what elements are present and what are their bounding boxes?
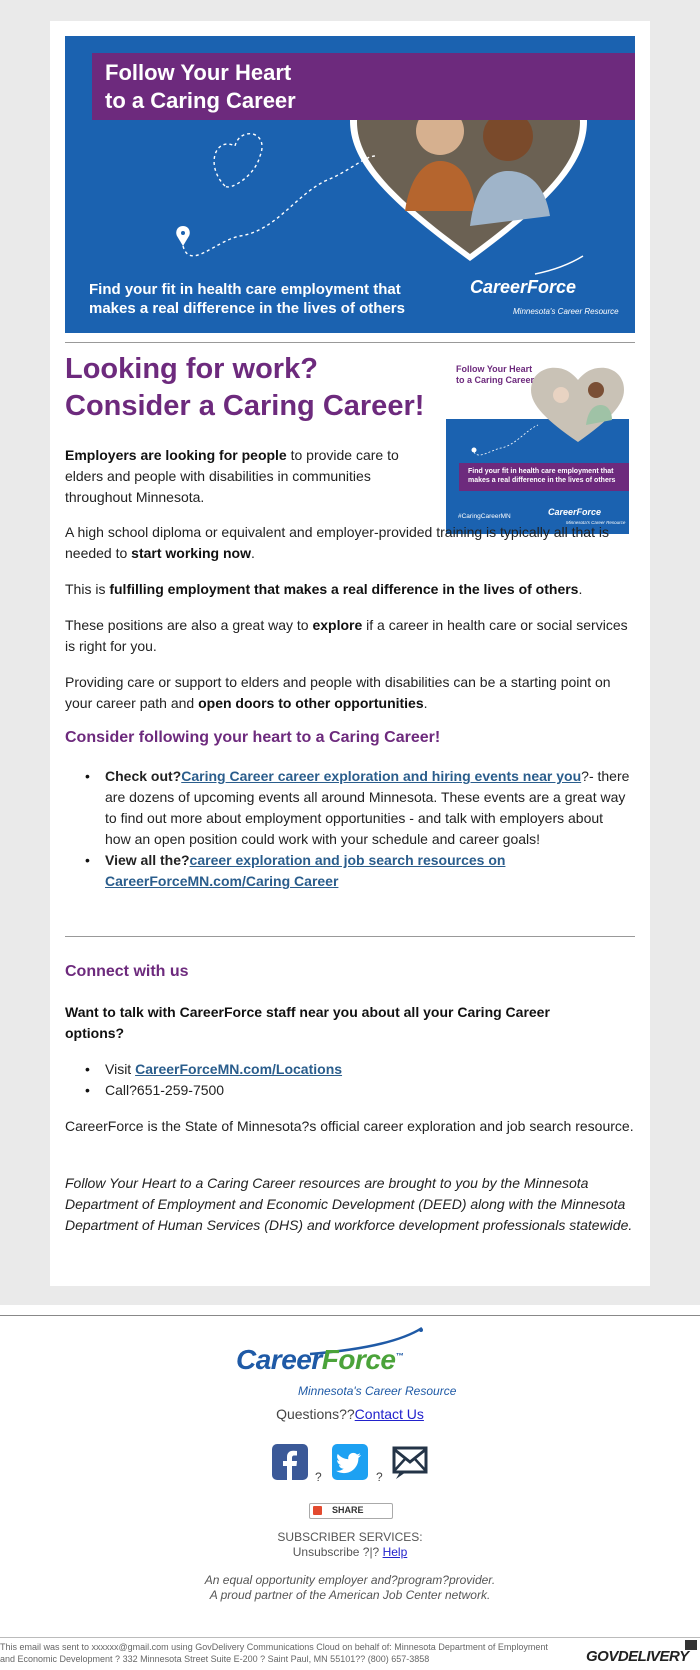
locations-link[interactable]: CareerForceMN.com/Locations [135,1061,343,1077]
delivery-disclaimer: This email was sent to xxxxxx@gmail.com using GovDelivery Communications Cloud on behalf of: Minnesota Department of Employment and Economic Development ? 332 Minnesota Street Suite E-200 ? Saint Paul, MN 55101?? (800) 657-3858 [0,1642,548,1664]
subheading-follow-heart: Consider following your heart to a Caring Career! [65,729,441,746]
hero-title: Follow Your Heart to a Caring Career [105,60,296,113]
hero-logo-tagline: Minnesota's Career Resource [513,307,619,316]
hero-careerforce-logo: CareerForce [470,277,577,297]
email-icon[interactable] [392,1444,428,1485]
share-icon [313,1506,322,1515]
events-link[interactable]: Caring Career career exploration and hiring events near you [181,768,582,784]
resources-link[interactable]: career exploration and job search resources on CareerForceMN.com/Caring Career [105,852,506,889]
bottom-divider [0,1637,700,1638]
list-item-call: • Call?651-259-7500 [105,1080,625,1101]
location-pin-icon [176,226,190,246]
list-item-visit: • Visit CareerForceMN.com/Locations [105,1059,625,1080]
social-separator: ? [376,1470,383,1484]
govdelivery-logo[interactable]: GOVDELIVERY [586,1648,689,1665]
footer-questions: Questions??Contact Us [276,1406,424,1422]
help-link[interactable]: Help [382,1545,408,1559]
divider [65,342,635,343]
social-separator: ? [315,1470,322,1484]
thumb-dotted-trail [474,425,538,455]
logo-swoosh [535,256,583,274]
footer-careerforce-logo[interactable]: CareerForce™ [236,1344,403,1375]
hero-tagline: Find your fit in health care employment that makes a real difference in the lives of others [89,281,405,317]
official-resource-text: CareerForce is the State of Minnesota?s official career exploration and job search resource. [65,1118,634,1134]
divider [65,936,635,937]
hero-banner[interactable] [65,36,635,333]
contact-list [105,1059,625,1101]
paragraph-employers: Employers are looking for people to provide care to elders and people with disabilities in communities throughout Minnesota. [65,447,399,505]
list-item-events: • Check out?Caring Career career exploration and hiring events near you?- there are dozens of upcoming events all around Minnesota. These events are a great way to find out more about employment opportunities - and talk with employers about how an open position could work with your schedule and career goals! [105,766,630,850]
credit-text: Follow Your Heart to a Caring Career resources are brought to you by the Minnesota Department of Employment and Economic Development (DEED) along with the Minnesota Department of Human Services (DHS) and workforce development professionals statewide. [65,1175,633,1233]
paragraph-career-path: Providing care or support to elders and people with disabilities can be a starting point on your career path and open doors to other opportunities. [65,674,611,711]
footer-divider [0,1315,700,1316]
thumbnail-image[interactable] [446,360,629,534]
contact-us-link[interactable]: Contact Us [354,1406,424,1422]
thumbnail-artwork [446,360,629,534]
thumbnail-tagline: Find your fit in health care employment that makes a real difference in the lives of others [468,468,616,484]
page-title: Looking for work? Consider a Caring Career! [65,353,425,422]
subscriber-services: SUBSCRIBER SERVICES: Unsubscribe ?|? Help [277,1530,423,1559]
share-button[interactable]: SHARE [309,1503,393,1519]
thumb-heart-photo [531,368,624,442]
paragraph-explore: These positions are also a great way to explore if a career in health care or social services is right for you. [65,617,628,654]
resources-list [105,766,630,892]
facebook-icon[interactable] [272,1444,308,1485]
thumbnail-title: Follow Your Heart to a Caring Career [456,364,535,385]
thumbnail-hashtag: #CaringCareerMN [458,513,511,520]
equal-opportunity-text: An equal opportunity employer and?program?provider. A proud partner of the American Job Center network. [204,1573,496,1602]
connect-question: Want to talk with CareerForce staff near you about all your Caring Career options? [65,1004,550,1041]
dotted-heart-trail [183,134,375,256]
paragraph-fulfilling: This is fulfilling employment that makes a real difference in the lives of others. [65,581,583,597]
list-item-resources: • View all the?career exploration and job search resources on CareerForceMN.com/Caring Career [105,850,630,892]
twitter-icon[interactable] [332,1444,368,1485]
thumbnail-logo-tagline: Minnesota's Career Resource [566,520,626,525]
footer-logo-tagline: Minnesota's Career Resource [298,1384,457,1398]
connect-heading: Connect with us [65,963,189,980]
thumbnail-logo: CareerForce [548,507,602,517]
paragraph-diploma: A high school diploma or equivalent and employer-provided training is typically all that is needed to start working now. [65,524,609,561]
